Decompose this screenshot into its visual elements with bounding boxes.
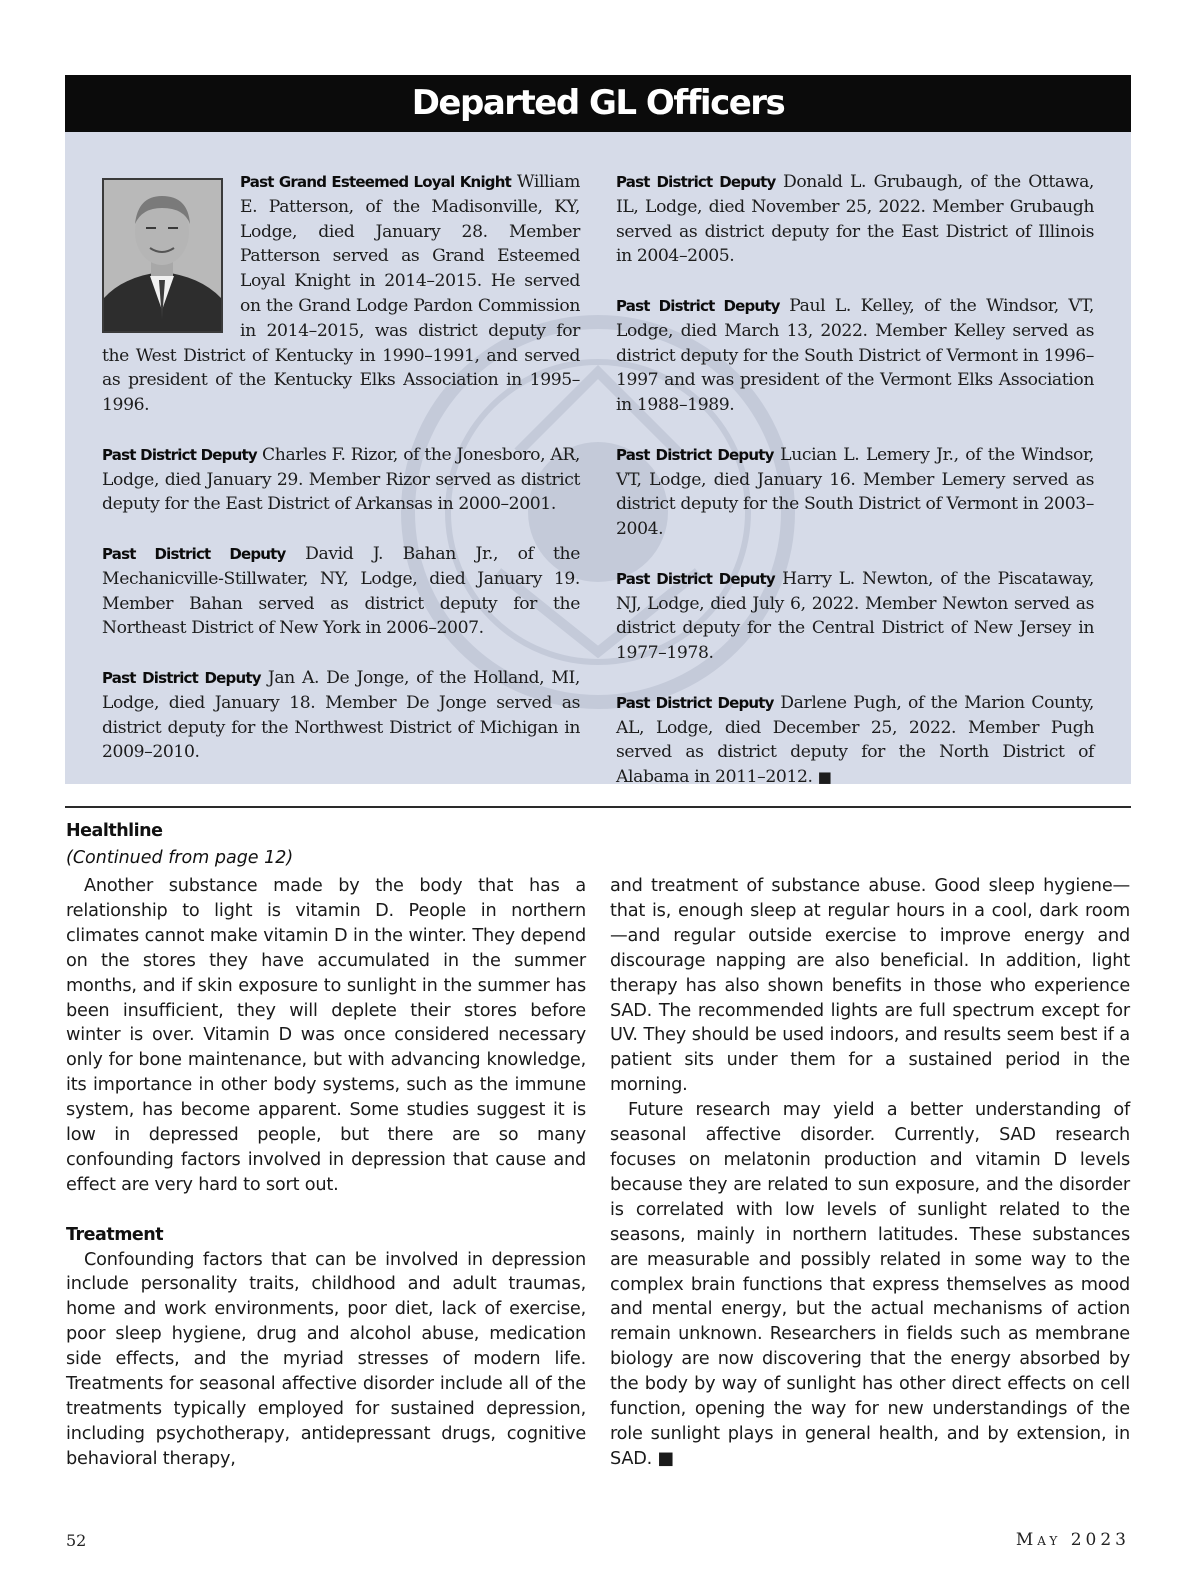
page-number: 52 xyxy=(66,1531,87,1550)
section-divider xyxy=(65,806,1131,808)
page-banner-title: Departed GL Officers xyxy=(65,75,1131,132)
officer-text: Lucian L. Lemery Jr., of the Windsor, VT, Lodge, died January 16. Member Lemery served as district deputy for the South District of Vermont in 2003–2004. xyxy=(616,444,1094,540)
officer-title: Past District Deputy xyxy=(616,569,775,588)
body-paragraph: Another substance made by the body that has a relationship to light is vitamin D. People in northern climates cannot make vitamin D in the winter. They depend on the stores they have accumulated in the summer months, and if skin exposure to sunlight in the summer has been insufficient, they will deplete their stores before winter is over. Vitamin D was once considered necessary only for bone maintenance, but with advancing knowledge, its importance in other body systems, such as the immune system, has become apparent. Some studies suggest it is low in depressed people, but there are so many confounding factors involved in depression that cause and effect are very hard to sort out. xyxy=(66,876,586,1195)
body-paragraph: Confounding factors that can be involved in depression include personality traits, childhood and adult traumas, home and work environments, poor diet, lack of exercise, poor sleep hygiene, drug and alcohol abuse, medication side effects, and the myriad stresses of modern life. Treatments for seasonal affective disorder include all of the treatments typically employed for sustained depression, including psychotherapy, antidepressant drugs, cognitive behavioral therapy, xyxy=(66,1249,586,1469)
officer-title: Past Grand Esteemed Loyal Knight xyxy=(240,173,511,191)
officer-title: Past District Deputy xyxy=(616,173,776,191)
continued-note: (Continued from page 12) xyxy=(66,848,294,868)
officer-entry xyxy=(102,443,580,517)
officer-text: Charles F. Rizor, of the Jonesboro, AR, Lodge, died January 29. Member Rizor served as district deputy for the East District of Arkansas in 2000–2001. xyxy=(102,444,580,515)
end-mark: ■ xyxy=(817,768,832,787)
officer-text: Harry L. Newton, of the Piscataway, NJ, Lodge, died July 6, 2022. Member Newton served as district deputy for the Central District of New Jersey in 1977–1978. xyxy=(616,568,1094,664)
officer-entry xyxy=(616,170,1094,269)
officer-text: Donald L. Grubaugh, of the Ottawa, IL, Lodge, died November 25, 2022. Member Grubaugh served as district deputy for the East District of Illinois in 2004–2005. xyxy=(616,172,1094,267)
body-paragraph xyxy=(610,1098,1130,1472)
officer-portrait xyxy=(102,178,223,333)
healthline-right-column xyxy=(610,874,1130,1472)
officer-entry xyxy=(616,443,1094,542)
officer-entry xyxy=(102,542,580,641)
officer-entry xyxy=(102,170,580,418)
officer-title: Past District Deputy xyxy=(616,445,774,464)
treatment-heading: Treatment xyxy=(66,1224,164,1245)
officer-text: David J. Bahan Jr., of the Mechanicville-Stillwater, NY, Lodge, died January 19. Member Bahan served as district deputy for the Northeast District of New York in 2006–2007. xyxy=(102,543,580,639)
issue-date: May 2023 xyxy=(1015,1530,1130,1550)
officers-right-column xyxy=(616,170,1094,790)
officer-text: William E. Patterson, of the Madisonville, KY, Lodge, died January 28. Member Patterson served as Grand Esteemed Loyal Knight in 2014–2015. He served on the Grand Lodge Pardon Commission in 2014–2015, was district deputy for the West District of Kentucky in 1990–1991, and served as president of the Kentucky Elks Association in 1995–1996. xyxy=(102,172,580,416)
officer-text: Jan A. De Jonge, of the Holland, MI, Lodge, died January 18. Member De Jonge served as district deputy for the Northwest District of Michigan in 2009–2010. xyxy=(102,667,580,763)
officer-title: Past District Deputy xyxy=(616,693,774,712)
healthline-left-column xyxy=(66,874,586,1472)
healthline-heading: Healthline xyxy=(66,821,163,841)
officer-entry xyxy=(616,567,1094,666)
officer-title: Past District Deputy xyxy=(102,544,286,563)
officer-title: Past District Deputy xyxy=(102,668,261,687)
end-mark: ■ xyxy=(657,1448,675,1469)
officer-text: Darlene Pugh, of the Marion County, AL, Lodge, died December 25, 2022. Member Pugh served as district deputy for the North District of Alabama in 2011–2012. xyxy=(616,692,1094,788)
body-paragraph-text: Future research may yield a better understanding of seasonal affective disorder. Currently, SAD research focuses on melatonin production and vitamin D levels because they are related to sun exposure, and the disorder is correlated with low levels of sunlight related to the seasons, mainly in northern latitudes. These substances are measurable and possibly related in some way to the complex brain functions that express themselves as mood and mental energy, but the actual mechanisms of action remain unknown. Researchers in fields such as membrane biology are now discovering that the energy absorbed by the body by way of sunlight has other direct effects on cell function, opening the way for new understandings of the role sunlight plays in general health, and by extension, in SAD. xyxy=(610,1100,1130,1469)
officers-left-column xyxy=(102,170,580,765)
officer-title: Past District Deputy xyxy=(616,296,780,315)
body-paragraph: and treatment of substance abuse. Good sleep hygiene—that is, enough sleep at regular hours in a cool, dark room—and regular outside exercise to improve energy and discourage napping are also beneficial. In addition, light therapy has also shown benefits in those who experience SAD. The recommended lights are full spectrum except for UV. They should be used indoors, and results seem best if a patient sits under them for a sustained period in the morning. xyxy=(610,876,1130,1096)
officer-entry xyxy=(102,666,580,765)
officer-entry xyxy=(616,691,1094,790)
officer-title: Past District Deputy xyxy=(102,445,257,464)
officer-text: Paul L. Kelley, of the Windsor, VT, Lodge, died March 13, 2022. Member Kelley served as district deputy for the South District of Vermont in 1996–1997 and was president of the Vermont Elks Association in 1988–1989. xyxy=(616,295,1094,416)
officer-entry xyxy=(616,294,1094,418)
